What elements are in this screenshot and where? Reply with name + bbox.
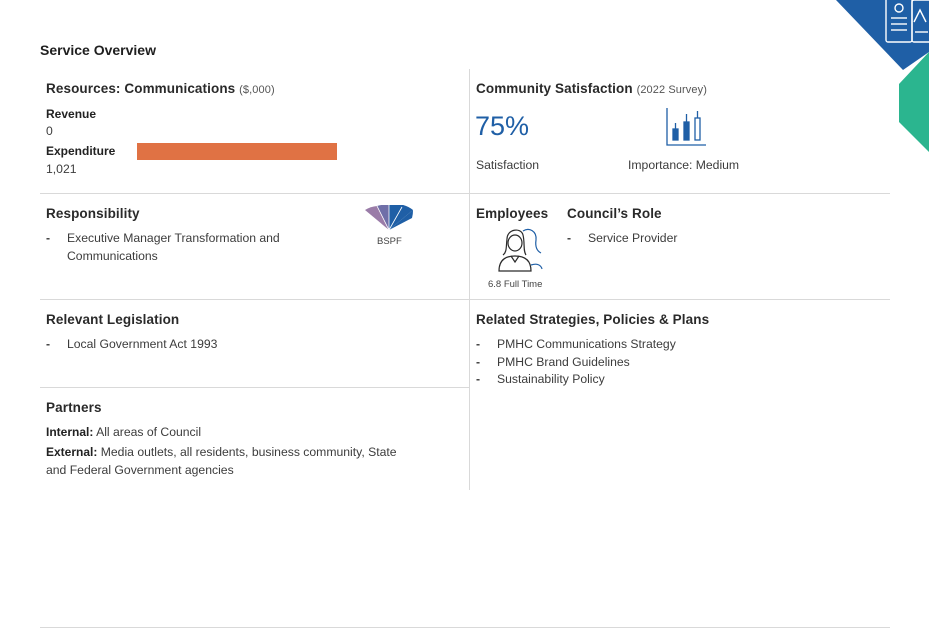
employees-title: Employees (476, 206, 549, 221)
responsibility-list (46, 230, 346, 265)
list-item: - Executive Manager Transformation and Communications (46, 230, 346, 265)
satisfaction-survey: (2022 Survey) (636, 84, 707, 96)
row-divider-1 (40, 193, 890, 194)
fan-chart-icon (364, 205, 414, 233)
row-divider-2 (40, 299, 890, 300)
responsibility-title: Responsibility (46, 206, 140, 221)
list-item: - Sustainability Policy (476, 371, 856, 389)
satisfaction-label: Satisfaction (476, 158, 540, 172)
list-item: - PMHC Brand Guidelines (476, 354, 856, 372)
resources-title: Resources: Communications ($,000) (46, 81, 275, 96)
partners-internal (46, 425, 456, 439)
internal-label: Internal: (46, 425, 94, 439)
expenditure-value: 1,021 (46, 162, 77, 176)
bspf-label: BSPF (377, 236, 402, 247)
councils-role-title: Council’s Role (567, 206, 662, 221)
revenue-label: Revenue (46, 107, 97, 121)
satisfaction-percent: 75% (475, 111, 530, 141)
strategies-list (476, 336, 856, 389)
column-divider (469, 69, 470, 490)
bar-chart-icon (664, 106, 708, 148)
page-title: Service Overview (40, 42, 156, 58)
external-value: Media outlets, all residents, business community, State and Federal Government agencies (46, 445, 397, 477)
employees-caption: 6.8 Full Time (488, 279, 543, 290)
internal-value: All areas of Council (96, 425, 202, 439)
row-divider-3 (40, 387, 469, 388)
list-item: - Local Government Act 1993 (46, 336, 446, 354)
person-icon (495, 225, 545, 273)
footer-divider (40, 627, 890, 628)
revenue-value: 0 (46, 124, 53, 138)
partners-external (46, 444, 416, 479)
satisfaction-title: Community Satisfaction (2022 Survey) (476, 81, 707, 96)
list-item: - Service Provider (567, 230, 847, 248)
legislation-list (46, 336, 446, 354)
importance-label: Importance: Medium (628, 158, 740, 172)
strategies-title: Related Strategies, Policies & Plans (476, 312, 710, 327)
external-label: External: (46, 445, 98, 459)
legislation-title: Relevant Legislation (46, 312, 180, 327)
expenditure-label: Expenditure (46, 144, 116, 158)
corner-decoration (836, 0, 929, 152)
expenditure-bar (137, 143, 337, 160)
list-item: - PMHC Communications Strategy (476, 336, 856, 354)
partners-title: Partners (46, 400, 102, 415)
councils-role-list (567, 230, 847, 248)
resources-unit: ($,000) (239, 84, 275, 96)
